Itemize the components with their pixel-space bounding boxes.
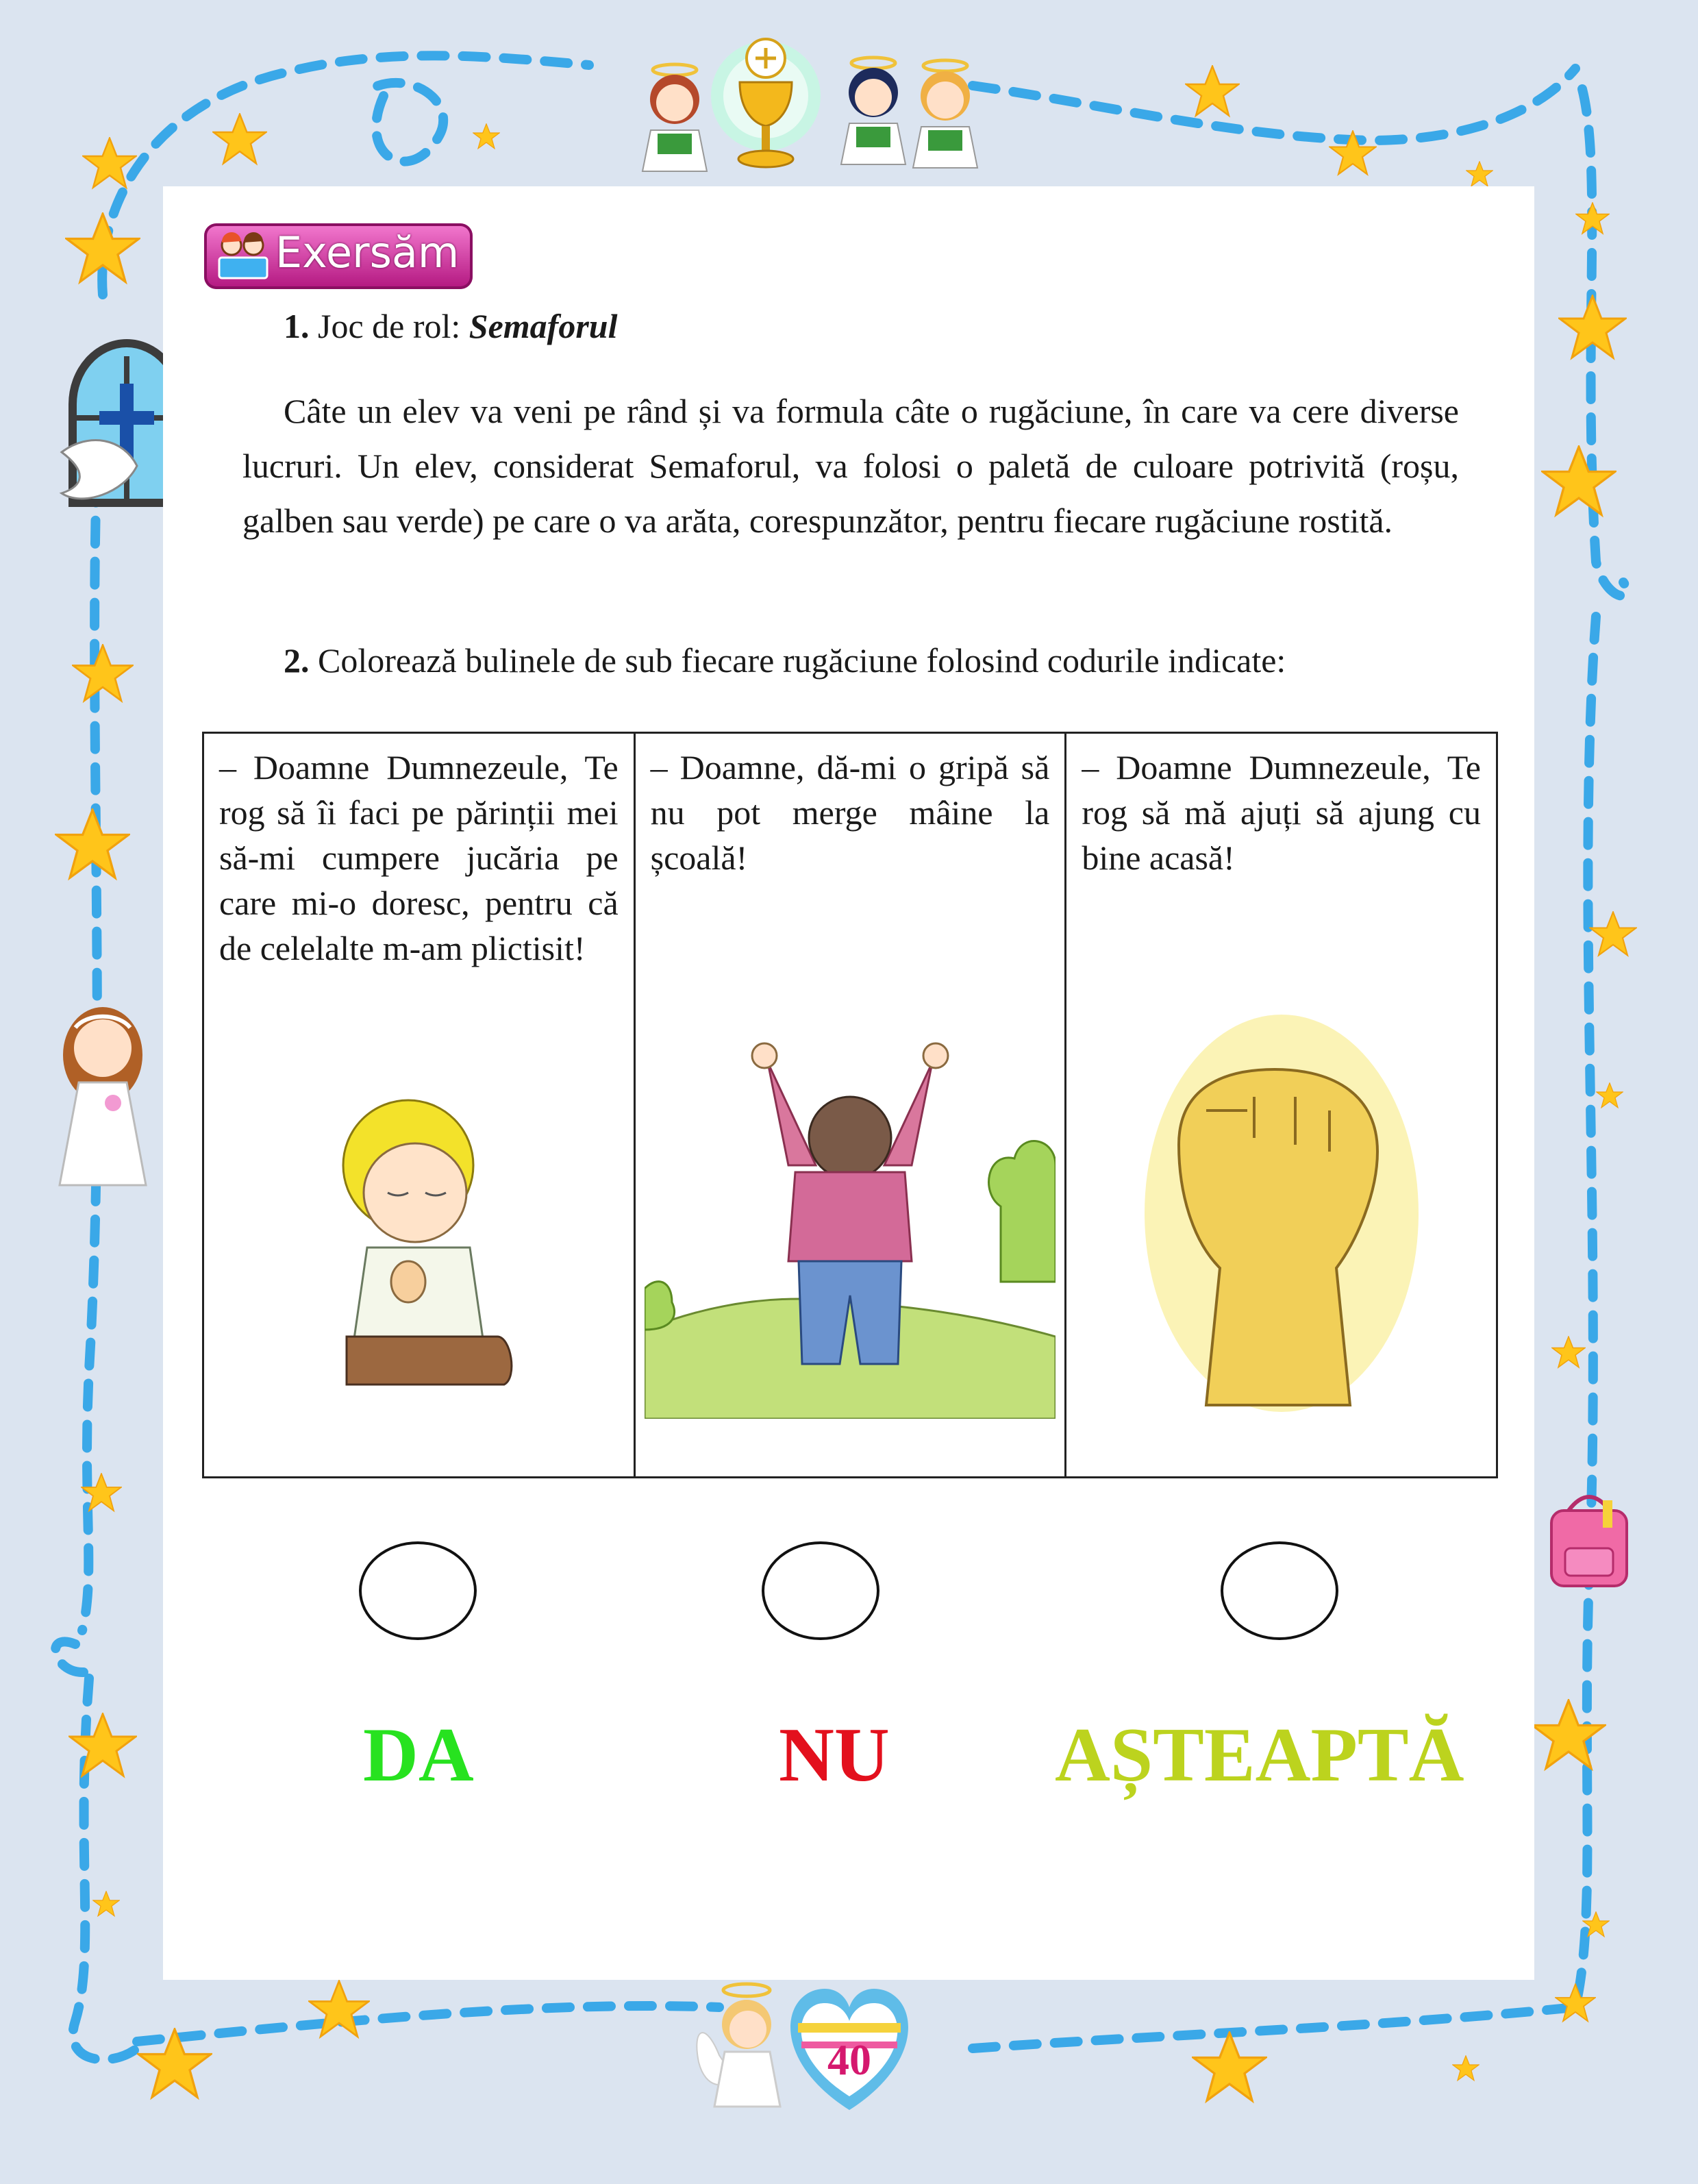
prayer-cell-1 bbox=[203, 733, 635, 1478]
code-asteapta: AȘTEAPTĂ bbox=[1055, 1713, 1464, 1798]
prayer-cell-2 bbox=[634, 733, 1066, 1478]
children-reading-icon bbox=[212, 229, 274, 284]
exercise-1-number: 1. bbox=[284, 307, 310, 345]
praying-hands-icon bbox=[1138, 1008, 1425, 1426]
code-da: DA bbox=[363, 1713, 474, 1798]
code-nu: NU bbox=[779, 1713, 890, 1798]
prayer-cell-3 bbox=[1066, 733, 1497, 1478]
exercise-1-heading bbox=[284, 299, 1500, 353]
boy-arms-raised-icon bbox=[645, 1035, 1056, 1419]
prayer-text: – Doamne Dumnezeule, Te rog să îi faci pe părinții mei să-mi cumpere jucăria pe care mi-o doresc, pentru că de celelalte m-am plictisit! bbox=[219, 748, 619, 967]
exercise-section-badge bbox=[204, 223, 473, 289]
section-title: Exersăm bbox=[275, 227, 460, 277]
girl-icon bbox=[60, 1007, 146, 1185]
prayers-table bbox=[202, 732, 1498, 1478]
exercise-2-number: 2. bbox=[284, 641, 310, 680]
angel-icon bbox=[913, 60, 977, 168]
prayer-text: – Doamne, dă-mi o gripă să nu pot merge mâine la școală! bbox=[650, 748, 1050, 877]
exercise-2-text: Colorează bulinele de sub fiecare rugăciune folosind codurile indicate: bbox=[309, 641, 1286, 680]
angel-icon bbox=[642, 64, 707, 171]
chalice-icon bbox=[711, 39, 821, 167]
exercise-1-intro: Joc de rol: bbox=[309, 307, 469, 345]
answer-bubble-1[interactable] bbox=[359, 1541, 477, 1640]
exercise-2-heading bbox=[284, 633, 1500, 688]
page-number: 40 bbox=[827, 2035, 871, 2084]
backpack-icon bbox=[1551, 1497, 1627, 1586]
answer-bubble-3[interactable] bbox=[1221, 1541, 1338, 1640]
kneeling-boy-icon bbox=[305, 1090, 532, 1405]
angel-icon bbox=[841, 58, 906, 164]
prayer-text: – Doamne Dumnezeule, Te rog să mă ajuți să ajung cu bine acasă! bbox=[1082, 748, 1481, 877]
table-row bbox=[203, 733, 1497, 1478]
answer-bubble-2[interactable] bbox=[762, 1541, 879, 1640]
praying-angel-icon bbox=[697, 1984, 780, 2107]
exercise-1-text: Câte un elev va veni pe rând și va formula câte o rugăciune, în care va cere diverse lucruri. Un elev, considerat Semaforul, va folosi o paletă de culoare potrivită (roșu, galben sau verde) pe care o va arăta, corespunzător, pentru fiecare rugăciune rostită. bbox=[242, 392, 1459, 540]
exercise-1-title: Semaforul bbox=[469, 307, 618, 345]
